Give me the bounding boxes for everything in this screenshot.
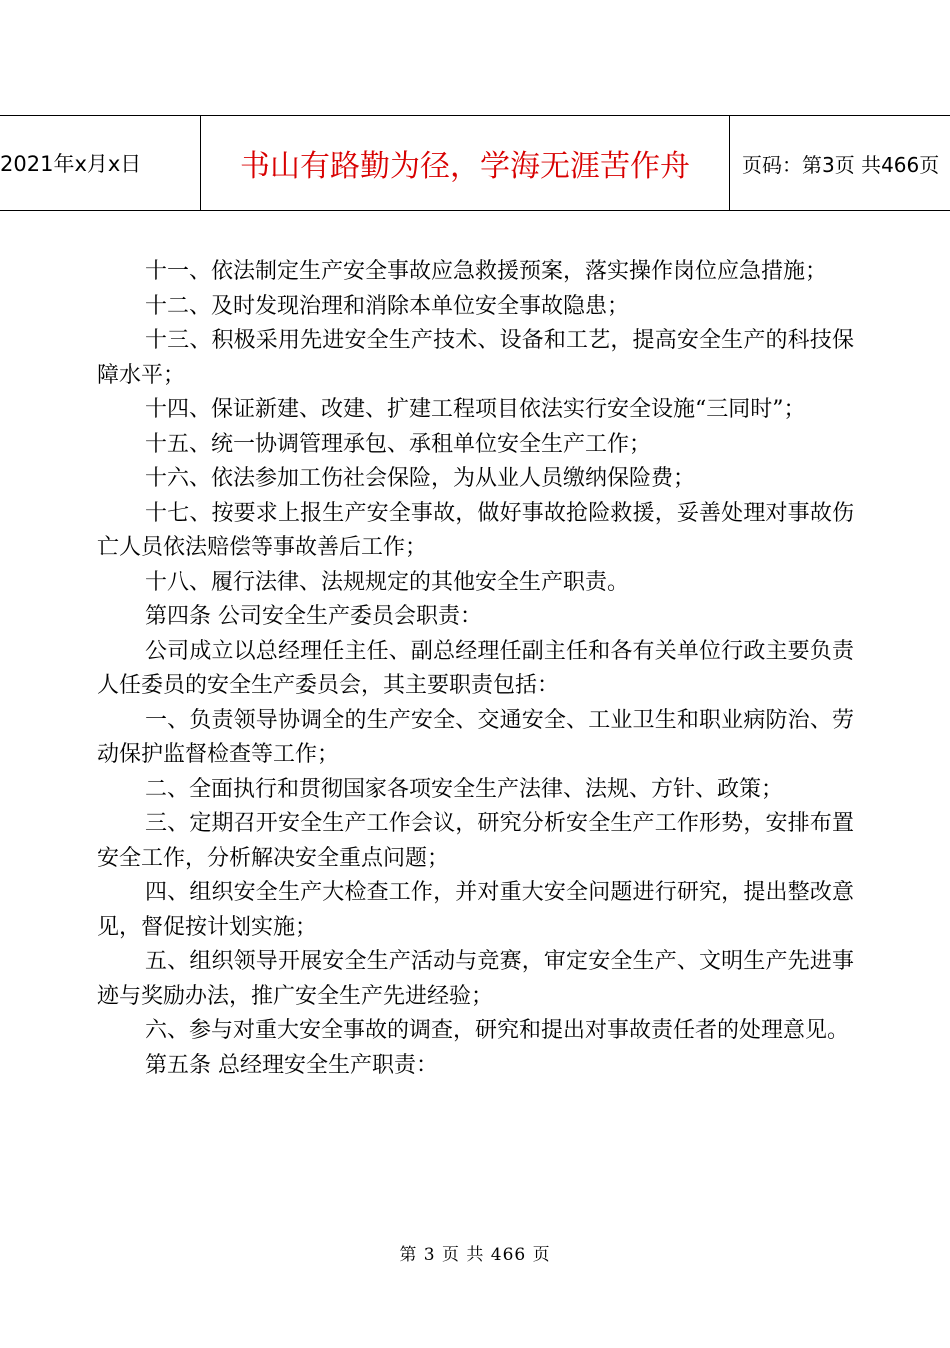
paragraph: 十八、履行法律、法规规定的其他安全生产职责。 xyxy=(145,569,630,595)
paragraph: 二、全面执行和贯彻国家各项安全生产法律、法规、方针、政策； xyxy=(145,776,784,802)
header-date: 2021年x月x日 xyxy=(0,152,142,176)
page-footer: 第 3 页 共 466 页 xyxy=(399,1245,551,1265)
section-heading: 第四条 公司安全生产委员会职责： xyxy=(145,604,482,629)
header-page-info: 页码：第3页 共466页 xyxy=(742,152,940,177)
paragraph: 十四、保证新建、改建、扩建工程项目依法实行安全设施“三同时”； xyxy=(145,397,806,422)
paragraph: 公司成立以总经理任主任、副总经理任副主任和各有关单位行政主要负责人任委员的安全生产委员会，其主要职责包括： xyxy=(97,638,854,698)
section-heading: 第五条 总经理安全生产职责： xyxy=(145,1052,438,1078)
paragraph: 十七、按要求上报生产安全事故，做好事故抢险救援，妥善处理对事故伤亡人员依法赔偿等事故善后工作； xyxy=(97,500,854,560)
paragraph: 十六、依法参加工伤社会保险，为从业人员缴纳保险费； xyxy=(145,466,696,491)
paragraph: 十五、统一协调管理承包、承租单位安全生产工作； xyxy=(145,431,652,457)
document-body xyxy=(97,255,854,1083)
paragraph: 十一、依法制定生产安全事故应急救援预案，落实操作岗位应急措施； xyxy=(145,259,828,284)
paragraph: 四、组织安全生产大检查工作，并对重大安全问题进行研究，提出整改意见，督促按计划实施； xyxy=(97,880,854,940)
paragraph: 十二、及时发现治理和消除本单位安全事故隐患； xyxy=(145,293,630,319)
paragraph: 一、负责领导协调全的生产安全、交通安全、工业卫生和职业病防治、劳动保护监督检查等工作； xyxy=(97,707,854,767)
paragraph: 六、参与对重大安全事故的调查，研究和提出对事故责任者的处理意见。 xyxy=(145,1018,850,1043)
page-header xyxy=(0,115,950,211)
paragraph: 五、组织领导开展安全生产活动与竞赛，审定安全生产、文明生产先进事迹与奖励办法，推广安全生产先进经验； xyxy=(97,949,854,1009)
paragraph: 十三、积极采用先进安全生产技术、设备和工艺，提高安全生产的科技保障水平； xyxy=(97,328,854,388)
paragraph: 三、定期召开安全生产工作会议，研究分析安全生产工作形势，安排布置安全工作，分析解决安全重点问题； xyxy=(97,811,854,871)
header-motto: 书山有路勤为径，学海无涯苦作舟 xyxy=(200,116,730,210)
